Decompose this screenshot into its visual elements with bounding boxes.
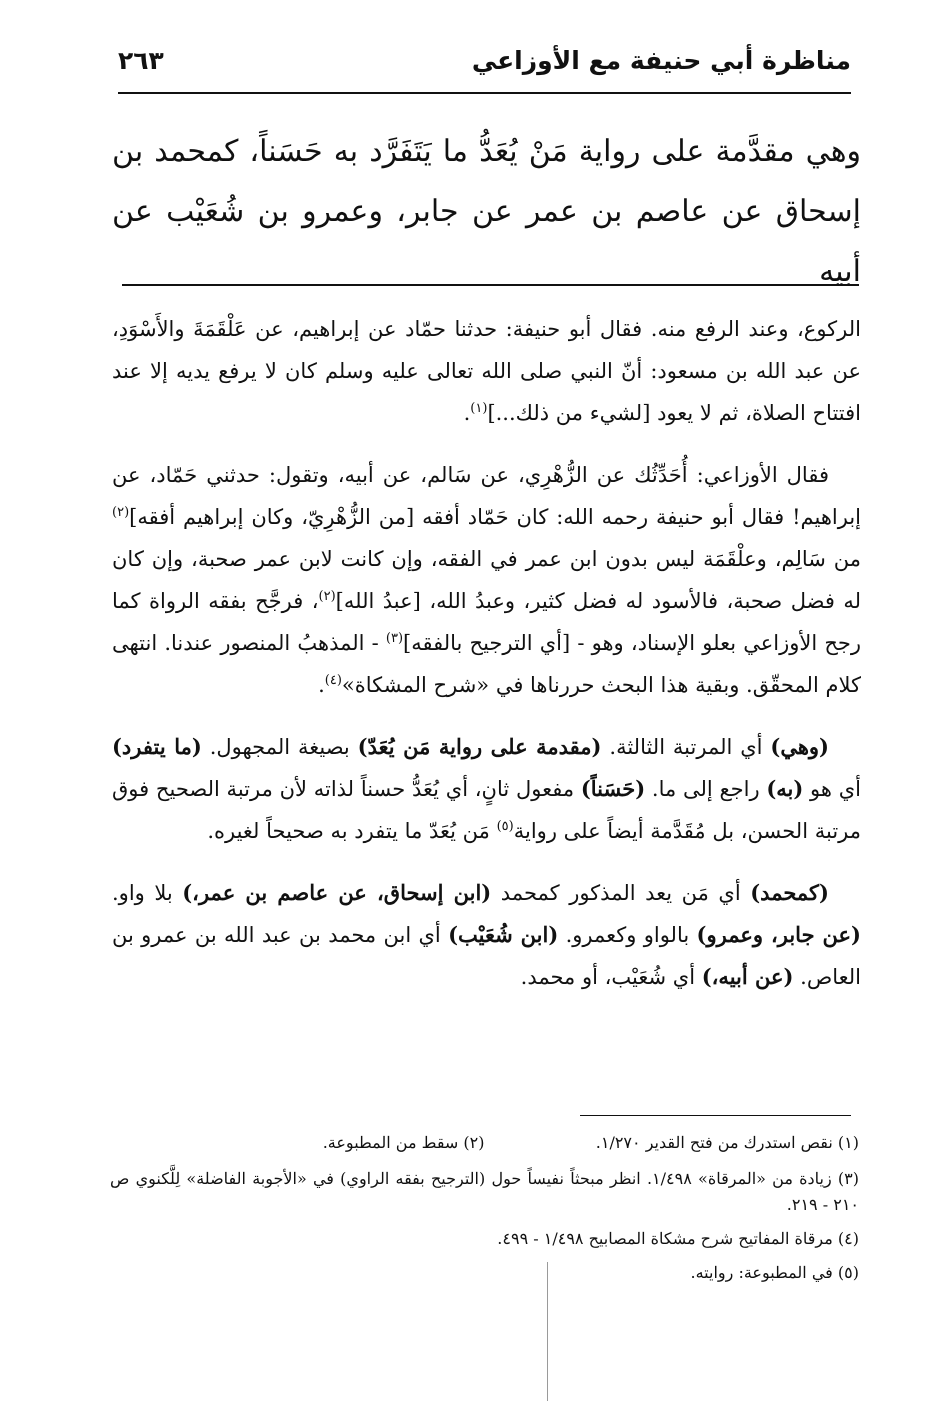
commentary-paragraph-2: فقال الأوزاعي: أُحَدِّثُك عن الزُّهْرِي، عن سَالم، عن أبيه، وتقول: حدثني حَمّاد، عن إبراهيم! فقال أبو حنيفة رحمه الله: كان حَمّاد أفقه [من الزُّهْرِيّ، وكان إبراهيم أفقه]$^{(٢)}$ من سَالِم، وعلْقَمَة ليس بدون ابن عمر في الفقه، وإن كانت لابن عمر صحبة، وإن كان له فضل صحبة، فالأسود له فضل كثير، وعبدُ الله، [عبدُ الله]$^{(٢)}$، فرجَّح بفقه الرواة كما رجح الأوزاعي بعلو الإسناد، وهو - [أي الترجيح بالفقه]$^{(٣)}$ - المذهبُ المنصور عندنا. انتهى كلام المحقّق. وبقية هذا البحث حررناها في «شرح المشكاة»$^{(٤)}$. <box>112 463 862 697</box>
footnote-5: (٥) في المطبوعة: روايته. <box>690 1263 859 1282</box>
text-commentary-divider <box>122 284 859 286</box>
footnote-ref: (٢) <box>318 589 336 604</box>
lemma: (عن أبيه،) <box>701 964 794 989</box>
lemma: (ابن شُعَيْب) <box>448 922 559 947</box>
lemma: (ما يتفرد) <box>112 734 202 759</box>
commentary-paragraph-4: (كمحمد) أي مَن يعد المذكور كمحمد (ابن إسحاق، عن عاصم بن عمر،) بلا واو. (عن جابر، وعمرو) بالواو وكعمرو. (ابن شُعَيْب) أي ابن محمد بن عبد الله بن عمرو بن العاص. (عن أبيه،) أي شُعَيْب، أو محمد. <box>112 880 861 989</box>
commentary <box>112 308 861 1018</box>
lemma: (عن جابر، وعمرو) <box>696 922 861 947</box>
footnote-ref: (٥) <box>496 819 514 834</box>
main-text-paragraph: وهي مقدَّمة على رواية مَنْ يُعَدُّ ما يَتَفَرَّد به حَسَناً، كمحمد بن إسحاق عن عاصم بن عمر عن جابر، وعمرو بن شُعَيْب عن أبيه <box>112 134 861 289</box>
lemma: (ابن إسحاق، عن عاصم بن عمر،) <box>182 880 492 905</box>
footnote-ref: (٣) <box>385 631 404 646</box>
commentary-paragraph-3: (وهي) أي المرتبة الثالثة. (مقدمة على رواية مَن يُعَدّ) بصيغة المجهول. (ما يتفرد) أي هو (به) راجع إلى ما. (حَسَناً) مفعول ثانٍ، أي يُعَدُّ حسناً لذاته لأن مرتبة الصحيح فوق مرتبة الحسن، بل مُقَدَّمة أيضاً على رواية$^{(٥)}$ مَن يُعَدّ ما يتفرد به صحيحاً لغيره. <box>112 734 861 843</box>
lemma: (كمحمد) <box>750 880 829 905</box>
footnote-ref: (٢) <box>112 505 130 520</box>
footnote-rule <box>580 1115 851 1116</box>
lemma: (وهي) <box>770 734 829 759</box>
page-crease <box>547 1262 548 1401</box>
main-text <box>112 122 861 302</box>
footnote-3: (٣) زيادة من «المرقاة» ١/٤٩٨. انظر مبحثاً نفيساً حول (الترجيح بفقه الراوي) في «الأجوبة الفاضلة» لِلَّكنوي ص ٢١٠ - ٢١٩. <box>110 1169 860 1214</box>
footnote-4: (٤) مرقاة المفاتيح شرح مشكاة المصابيح ١/٤٩٨ - ٤٩٩. <box>497 1229 859 1248</box>
page-number: ٢٦٣ <box>118 46 164 75</box>
footnote-row <box>110 1130 859 1156</box>
commentary-paragraph-1: الركوع، وعند الرفع منه. فقال أبو حنيفة: حدثنا حمّاد عن إبراهيم، عن عَلْقَمَةَ والأَسْوَدِ، عن عبد الله بن مسعود: أنّ النبي صلى الله تعالى عليه وسلم كان لا يرفع يديه إلا عند افتتاح الصلاة، ثم لا يعود [لشيء من ذلك...]$^{(١)}$. <box>112 317 861 425</box>
lemma: (به) <box>766 776 804 801</box>
lemma: (حَسَناً) <box>580 776 646 801</box>
chapter-title: مناظرة أبي حنيفة مع الأوزاعي <box>471 46 851 75</box>
running-header <box>118 42 851 92</box>
footnote-1: (١) نقص استدرك من فتح القدير ١/٢٧٠. <box>595 1133 859 1152</box>
footnote-ref: (٤) <box>324 673 342 688</box>
header-rule <box>118 92 851 94</box>
lemma: (مقدمة على رواية مَن يُعَدّ) <box>357 734 602 759</box>
footnotes <box>110 1130 859 1294</box>
footnote-2: (٢) سقط من المطبوعة. <box>322 1133 485 1152</box>
footnote-ref: (١) <box>470 401 488 416</box>
